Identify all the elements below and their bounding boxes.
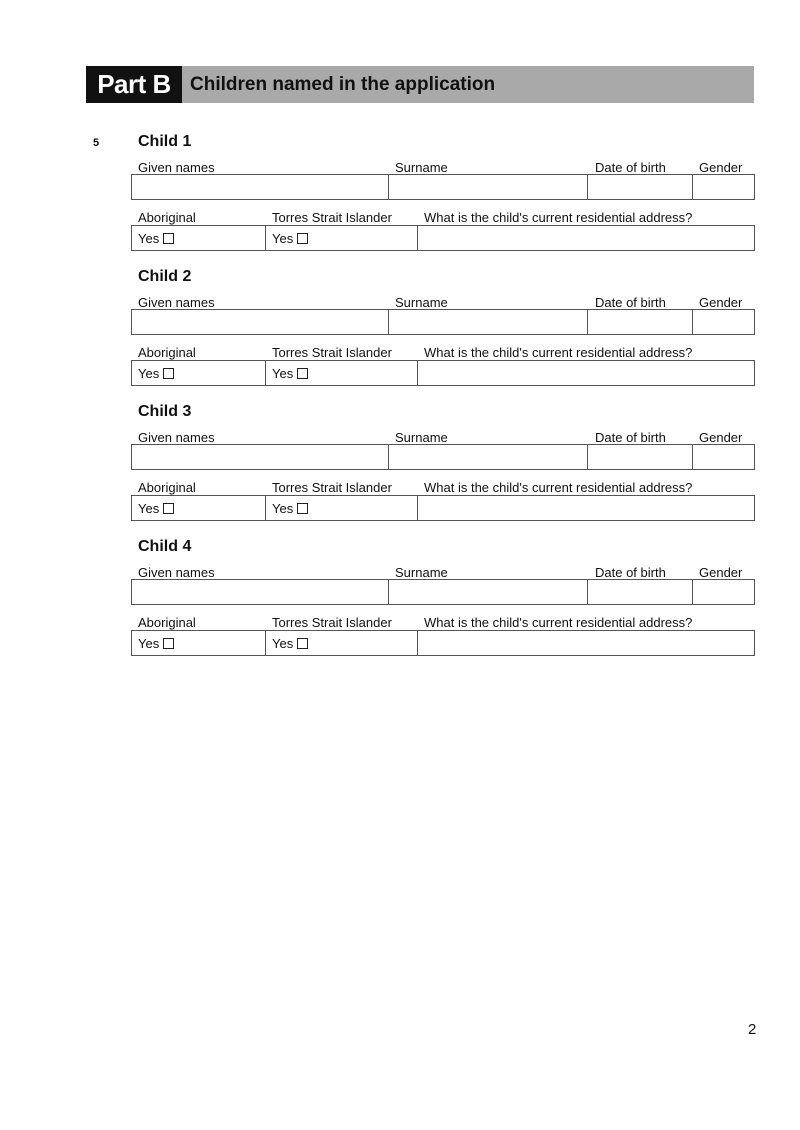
aboriginal-label: Aboriginal <box>138 480 196 495</box>
gender-cell <box>693 175 754 199</box>
date-of-birth-label: Date of birth <box>595 295 666 310</box>
aboriginal-yes-checkbox[interactable] <box>163 503 174 514</box>
gender-input[interactable] <box>699 445 754 469</box>
surname-cell <box>389 310 588 334</box>
identity-address-row <box>131 360 755 386</box>
address-question-label: What is the child's current residential address? <box>424 210 693 225</box>
surname-cell <box>389 175 588 199</box>
aboriginal-yes-checkbox[interactable] <box>163 233 174 244</box>
details-row <box>131 444 755 470</box>
child-block-4 <box>131 538 755 663</box>
aboriginal-cell <box>132 496 266 520</box>
gender-cell <box>693 310 754 334</box>
identity-address-row <box>131 630 755 656</box>
aboriginal-label: Aboriginal <box>138 615 196 630</box>
date-of-birth-input[interactable] <box>594 580 692 604</box>
details-row <box>131 174 755 200</box>
given-names-cell <box>132 580 389 604</box>
surname-cell <box>389 445 588 469</box>
torres-strait-cell <box>266 226 418 250</box>
torres-strait-yes-label: Yes <box>272 365 294 381</box>
date-of-birth-input[interactable] <box>594 310 692 334</box>
date-of-birth-cell <box>588 310 693 334</box>
date-of-birth-label: Date of birth <box>595 430 666 445</box>
gender-cell <box>693 580 754 604</box>
child-block-2 <box>131 268 755 393</box>
torres-strait-cell <box>266 631 418 655</box>
aboriginal-label: Aboriginal <box>138 210 196 225</box>
part-header <box>86 66 754 103</box>
address-input[interactable] <box>424 226 754 250</box>
gender-label: Gender <box>699 295 743 310</box>
question-number: 5 <box>93 137 100 149</box>
surname-label: Surname <box>395 295 448 310</box>
torres-strait-cell <box>266 361 418 385</box>
torres-strait-cell <box>266 496 418 520</box>
surname-cell <box>389 580 588 604</box>
details-row <box>131 309 755 335</box>
identity-address-row <box>131 495 755 521</box>
child-title: Child 3 <box>138 403 192 420</box>
surname-label: Surname <box>395 430 448 445</box>
gender-label: Gender <box>699 430 743 445</box>
surname-label: Surname <box>395 565 448 580</box>
surname-input[interactable] <box>395 445 587 469</box>
part-title: Children named in the application <box>190 73 496 95</box>
aboriginal-yes-label: Yes <box>138 230 160 246</box>
torres-strait-yes-label: Yes <box>272 230 294 246</box>
torres-strait-islander-label: Torres Strait Islander <box>272 210 392 225</box>
given-names-cell <box>132 310 389 334</box>
gender-cell <box>693 445 754 469</box>
address-cell <box>418 226 754 250</box>
part-label: Part B <box>86 66 182 103</box>
child-title: Child 2 <box>138 268 192 285</box>
given-names-input[interactable] <box>138 580 388 604</box>
address-input[interactable] <box>424 496 754 520</box>
given-names-input[interactable] <box>138 175 388 199</box>
torres-strait-yes-checkbox[interactable] <box>297 503 308 514</box>
given-names-input[interactable] <box>138 310 388 334</box>
address-cell <box>418 496 754 520</box>
given-names-cell <box>132 445 389 469</box>
given-names-label: Given names <box>138 160 215 175</box>
torres-strait-yes-checkbox[interactable] <box>297 233 308 244</box>
child-block-3 <box>131 403 755 528</box>
torres-strait-islander-label: Torres Strait Islander <box>272 480 392 495</box>
torres-strait-yes-checkbox[interactable] <box>297 368 308 379</box>
date-of-birth-cell <box>588 580 693 604</box>
aboriginal-cell <box>132 631 266 655</box>
aboriginal-yes-label: Yes <box>138 635 160 651</box>
address-cell <box>418 361 754 385</box>
date-of-birth-input[interactable] <box>594 445 692 469</box>
address-question-label: What is the child's current residential address? <box>424 345 693 360</box>
identity-address-row <box>131 225 755 251</box>
address-question-label: What is the child's current residential address? <box>424 480 693 495</box>
address-cell <box>418 631 754 655</box>
child-block-1 <box>131 133 755 258</box>
torres-strait-yes-checkbox[interactable] <box>297 638 308 649</box>
surname-input[interactable] <box>395 310 587 334</box>
gender-input[interactable] <box>699 310 754 334</box>
date-of-birth-cell <box>588 175 693 199</box>
gender-input[interactable] <box>699 580 754 604</box>
gender-label: Gender <box>699 565 743 580</box>
date-of-birth-label: Date of birth <box>595 565 666 580</box>
given-names-cell <box>132 175 389 199</box>
date-of-birth-label: Date of birth <box>595 160 666 175</box>
aboriginal-yes-label: Yes <box>138 365 160 381</box>
page-number: 2 <box>748 1021 757 1038</box>
details-row <box>131 579 755 605</box>
address-input[interactable] <box>424 631 754 655</box>
aboriginal-yes-checkbox[interactable] <box>163 638 174 649</box>
given-names-label: Given names <box>138 565 215 580</box>
given-names-label: Given names <box>138 295 215 310</box>
given-names-label: Given names <box>138 430 215 445</box>
aboriginal-yes-label: Yes <box>138 500 160 516</box>
torres-strait-yes-label: Yes <box>272 500 294 516</box>
address-question-label: What is the child's current residential address? <box>424 615 693 630</box>
child-title: Child 1 <box>138 133 192 150</box>
date-of-birth-input[interactable] <box>594 175 692 199</box>
aboriginal-yes-checkbox[interactable] <box>163 368 174 379</box>
gender-label: Gender <box>699 160 743 175</box>
surname-input[interactable] <box>395 175 587 199</box>
aboriginal-cell <box>132 226 266 250</box>
aboriginal-cell <box>132 361 266 385</box>
surname-input[interactable] <box>395 580 587 604</box>
gender-input[interactable] <box>699 175 754 199</box>
date-of-birth-cell <box>588 445 693 469</box>
child-title: Child 4 <box>138 538 192 555</box>
aboriginal-label: Aboriginal <box>138 345 196 360</box>
address-input[interactable] <box>424 361 754 385</box>
torres-strait-islander-label: Torres Strait Islander <box>272 345 392 360</box>
torres-strait-islander-label: Torres Strait Islander <box>272 615 392 630</box>
surname-label: Surname <box>395 160 448 175</box>
torres-strait-yes-label: Yes <box>272 635 294 651</box>
given-names-input[interactable] <box>138 445 388 469</box>
